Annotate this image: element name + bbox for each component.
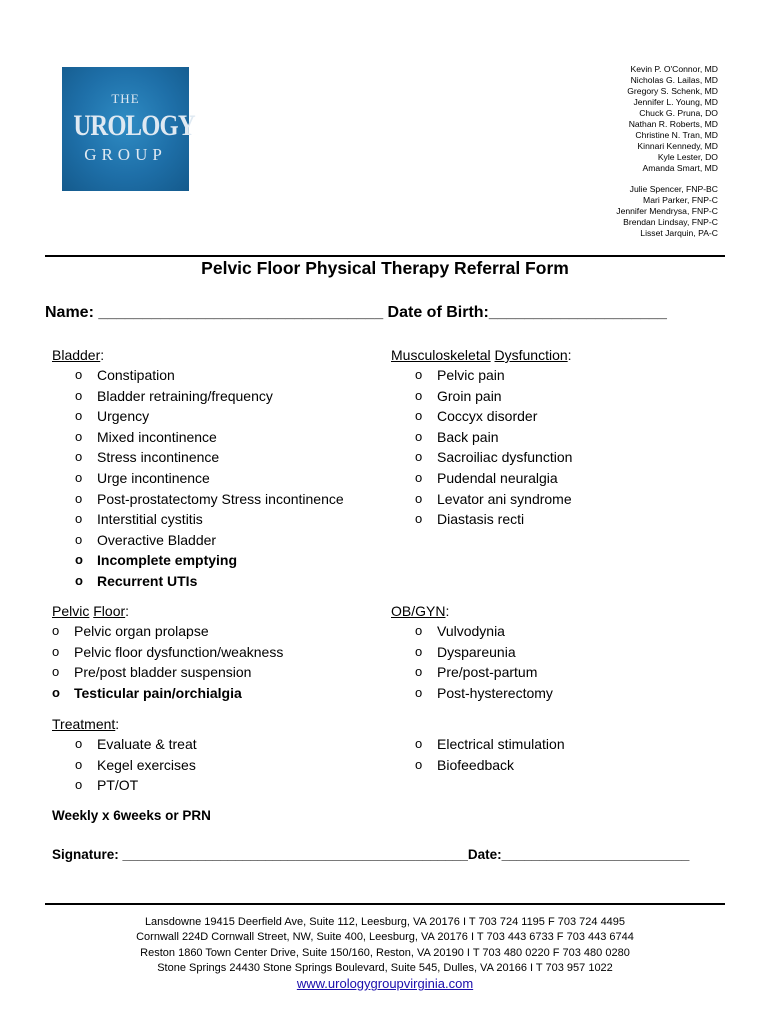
checklist-item-label: Sacroiliac dysfunction (437, 449, 573, 466)
practitioner-list (616, 184, 718, 239)
website-link[interactable]: www.urologygroupvirginia.com (296, 976, 474, 992)
footer-address-cornwall: Cornwall 224D Cornwall Street, NW, Suite 400, Leesburg, VA 20176 I T 703 443 6733 F 703 443 6744 (136, 931, 634, 944)
checkbox-bullet-icon[interactable]: o (52, 623, 60, 638)
checklist-item-label: Post-hysterectomy (437, 684, 553, 701)
checkbox-bullet-icon[interactable]: o (415, 623, 423, 638)
checklist-item-label: Diastasis recti (437, 511, 525, 528)
checklist-item-label: Bladder retraining/frequency (97, 387, 273, 404)
obgyn-heading-text: OB/GYN (391, 603, 446, 619)
staff-name: Jennifer Mendrysa, FNP-C (616, 206, 718, 216)
name-dob-line[interactable]: Name: ________________________________ Date of Birth:____________________ (45, 304, 667, 321)
checklist-item-label: Mixed incontinence (97, 428, 217, 445)
checklist-item-label: Urge incontinence (97, 470, 210, 486)
checkbox-bullet-icon[interactable]: o (52, 643, 60, 659)
form-title: Pelvic Floor Physical Therapy Referral Form (201, 258, 569, 278)
checkbox-bullet-icon[interactable]: o (415, 511, 423, 527)
checklist-item-label: Vulvodynia (437, 623, 505, 639)
signature-date-line[interactable]: Signature: ______________________________________________Date:_________________________ (52, 847, 690, 862)
checkbox-bullet-icon[interactable]: o (75, 428, 83, 444)
musculoskeletal-heading-part1: Musculoskeletal (391, 347, 491, 363)
checkbox-bullet-icon[interactable]: o (415, 367, 423, 382)
checklist-item-label: Pelvic pain (437, 367, 505, 383)
checklist-item-label: Incomplete emptying (97, 552, 238, 569)
footer-address-reston: Reston 1860 Town Center Drive, Suite 150/160, Reston, VA 20190 I T 703 480 0220 F 703 480 0280 (140, 946, 630, 959)
musculoskeletal-heading: Musculoskeletal Dysfunction: (391, 347, 572, 363)
checkbox-bullet-icon[interactable]: o (415, 664, 423, 680)
checklist-item-label: Stress incontinence (97, 449, 220, 466)
checkbox-bullet-icon[interactable]: o (75, 756, 83, 772)
checkbox-bullet-icon[interactable]: o (75, 367, 83, 382)
checklist-item-label: Recurrent UTIs (97, 573, 198, 589)
checklist-item-label: Overactive Bladder (97, 531, 217, 548)
checkbox-bullet-icon[interactable]: o (75, 552, 83, 568)
checkbox-bullet-icon[interactable]: o (415, 643, 423, 659)
staff-name: Nicholas G. Lailas, MD (630, 75, 718, 85)
treatment-heading-text: Treatment (52, 716, 116, 732)
treatment-frequency: Weekly x 6weeks or PRN (52, 808, 211, 823)
checkbox-bullet-icon[interactable]: o (75, 531, 83, 547)
header-divider (45, 255, 725, 257)
physician-list (616, 64, 718, 174)
staff-name: Gregory S. Schenk, MD (627, 86, 718, 96)
checkbox-bullet-icon[interactable]: o (75, 777, 83, 793)
staff-name: Chuck G. Pruna, DO (639, 108, 718, 118)
pelvic-floor-heading-part2: Floor (93, 603, 126, 619)
bladder-heading-text: Bladder (52, 347, 101, 363)
urology-group-logo (62, 67, 195, 191)
logo-line-group: GROUP (84, 145, 167, 164)
checklist-item-label: Pre/post bladder suspension (74, 664, 252, 681)
checkbox-bullet-icon[interactable]: o (415, 449, 423, 465)
logo-line-urology: UROLOGY (73, 109, 195, 142)
checkbox-bullet-icon[interactable]: o (415, 428, 423, 444)
checkbox-bullet-icon[interactable]: o (75, 511, 83, 527)
checkbox-bullet-icon[interactable]: o (415, 684, 423, 700)
checklist-item-label: Pelvic floor dysfunction/weakness (74, 643, 284, 660)
bladder-heading: Bladder: (52, 347, 105, 363)
footer (0, 915, 770, 993)
checkbox-bullet-icon[interactable]: o (415, 387, 423, 403)
staff-name: Jennifer L. Young, MD (633, 97, 718, 107)
checklist-item-label: Pudendal neuralgia (437, 470, 558, 486)
checklist-item-label: Pre/post-partum (437, 664, 538, 681)
checklist-item-label: Biofeedback (437, 756, 515, 773)
staff-name: Christine N. Tran, MD (635, 130, 718, 140)
checklist-item-label: Testicular pain/orchialgia (74, 684, 242, 701)
staff-name: Nathan R. Roberts, MD (628, 119, 718, 129)
staff-name: Mari Parker, FNP-C (643, 195, 718, 205)
checkbox-bullet-icon[interactable]: o (75, 449, 83, 465)
staff-list (616, 64, 718, 239)
checkbox-bullet-icon[interactable]: o (75, 573, 83, 588)
checklist-item-label: Urgency (97, 408, 150, 425)
pelvic-floor-heading-part1: Pelvic (52, 603, 90, 619)
musculoskeletal-heading-part2: Dysfunction (494, 347, 568, 363)
checkbox-bullet-icon[interactable]: o (52, 664, 60, 680)
staff-name: Lisset Jarquin, PA-C (640, 228, 718, 238)
staff-name: Julie Spencer, FNP-BC (629, 184, 718, 194)
footer-divider (45, 903, 725, 905)
staff-name: Kyle Lester, DO (657, 152, 718, 162)
checkbox-bullet-icon[interactable]: o (75, 470, 83, 485)
checklist-item-label: Constipation (97, 367, 175, 383)
checklist-item-label: Groin pain (437, 387, 502, 404)
checkbox-bullet-icon[interactable]: o (415, 470, 423, 485)
checkbox-bullet-icon[interactable]: o (75, 736, 83, 751)
checkbox-bullet-icon[interactable]: o (75, 490, 83, 506)
checkbox-bullet-icon[interactable]: o (52, 684, 60, 700)
staff-name: Amanda Smart, MD (642, 163, 718, 173)
checkbox-bullet-icon[interactable]: o (415, 490, 423, 506)
pelvic-floor-heading: Pelvic Floor: (52, 603, 130, 619)
checklist-item-label: Post-prostatectomy Stress incontinence (97, 490, 344, 507)
checkbox-bullet-icon[interactable]: o (415, 736, 423, 751)
checkbox-bullet-icon[interactable]: o (415, 756, 423, 772)
checklist-item-label: Kegel exercises (97, 756, 196, 773)
checkbox-bullet-icon[interactable]: o (415, 408, 423, 424)
footer-address-stone-springs: Stone Springs 24430 Stone Springs Boulevard, Suite 545, Dulles, VA 20166 I T 703 957 1022 (157, 961, 613, 974)
checklist-item-label: Back pain (437, 428, 499, 445)
checklist-item-label: Dyspareunia (437, 643, 516, 660)
checklist-item-label: Electrical stimulation (437, 736, 565, 752)
staff-name: Kevin P. O'Connor, MD (630, 64, 718, 74)
staff-name: Brendan Lindsay, FNP-C (623, 217, 718, 227)
checklist-item-label: PT/OT (97, 777, 139, 794)
treatment-heading: Treatment: (52, 716, 120, 732)
footer-address-lansdowne: Lansdowne 19415 Deerfield Ave, Suite 112, Leesburg, VA 20176 I T 703 724 1195 F 703 724 4495 (144, 916, 626, 928)
checkbox-bullet-icon[interactable]: o (75, 387, 83, 403)
checkbox-bullet-icon[interactable]: o (75, 408, 83, 424)
logo-line-the: THE (111, 91, 140, 106)
checklist-item-label: Levator ani syndrome (437, 490, 572, 507)
checklist-item-label: Pelvic organ prolapse (74, 623, 209, 639)
checklist-item-label: Interstitial cystitis (97, 511, 203, 528)
staff-name: Kinnari Kennedy, MD (637, 141, 718, 151)
checklist-item-label: Evaluate & treat (97, 736, 197, 752)
checklist-item-label: Coccyx disorder (437, 408, 538, 425)
obgyn-heading: OB/GYN: (391, 603, 450, 619)
